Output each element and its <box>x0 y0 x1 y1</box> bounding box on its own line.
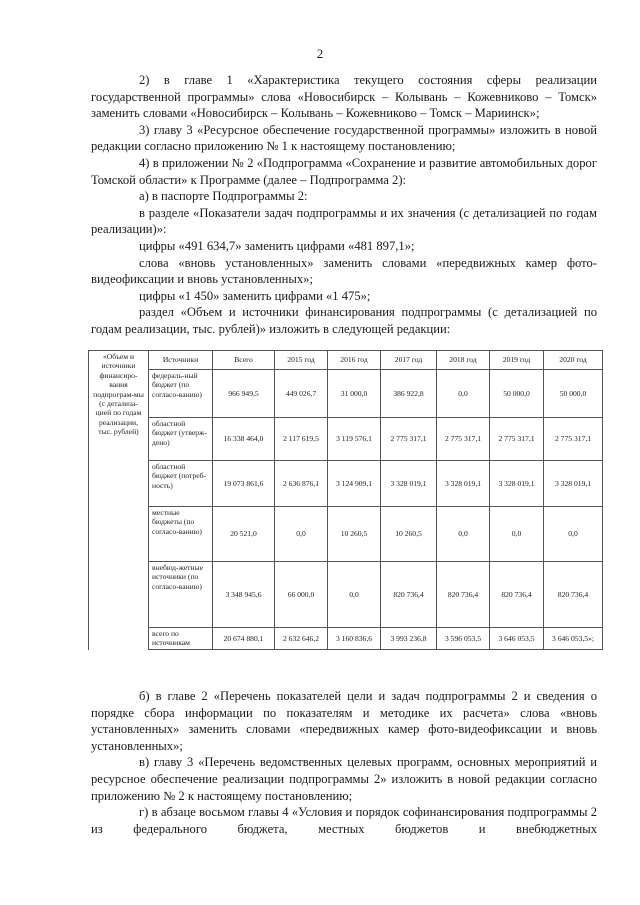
table-row <box>89 562 603 628</box>
source-cell: внебюд-жетные источники (по согласо-ванию) <box>149 562 213 628</box>
value-cell: 2 775 317,1 <box>437 418 490 461</box>
column-header: 2016 год <box>328 351 381 370</box>
value-cell: 2 117 619,5 <box>275 418 328 461</box>
value-cell: 0,0 <box>328 562 381 628</box>
column-header: 2018 год <box>437 351 490 370</box>
paragraph: слова «вновь установленных» заменить словами «передвижных камер фото-видеофиксации и вновь установленных»; <box>91 255 597 287</box>
paragraph: а) в паспорте Подпрограммы 2: <box>139 189 308 204</box>
source-cell: всего по источникам <box>149 628 213 650</box>
column-header: 2015 год <box>275 351 328 370</box>
value-cell: 820 736,4 <box>437 562 490 628</box>
page-number: 2 <box>316 46 324 61</box>
value-cell: 3 328 019,1 <box>437 461 490 507</box>
value-cell: 2 775 317,1 <box>544 418 603 461</box>
paragraph: 2) в главе 1 «Характеристика текущего состояния сферы реализации государственной программы» слова «Новосибирск – Колывань – Кожевниково – Томск» заменить словами «Новосибирск – Колывань – Кожевниково – Томск – Мариинск»; <box>91 73 597 121</box>
table-row <box>89 507 603 562</box>
paragraph: г) в абзаце восьмом главы 4 «Условия и порядок софинансирования подпрограммы 2 из федерального бюджета, местных бюджетов и внебюджетных <box>91 805 597 836</box>
value-cell: 0,0 <box>437 370 490 418</box>
column-header: 2020 год <box>544 351 603 370</box>
value-cell: 0,0 <box>490 507 544 562</box>
table-row <box>89 461 603 507</box>
paragraph: цифры «1 450» заменить цифрами «1 475»; <box>139 288 371 303</box>
value-cell: 3 124 909,1 <box>328 461 381 507</box>
value-cell: 3 160 836,6 <box>328 628 381 650</box>
table-row <box>89 370 603 418</box>
column-header: 2017 год <box>381 351 437 370</box>
value-cell: 386 922,8 <box>381 370 437 418</box>
source-cell: областной бюджет (потреб-ность) <box>149 461 213 507</box>
value-cell: 2 775 317,1 <box>381 418 437 461</box>
value-cell: 66 000,0 <box>275 562 328 628</box>
row-label-cell: «Объем и источники финансиро-вания подпрограм-мы (с детализа-цией по годам реализации, тыс. рублей) <box>89 351 149 650</box>
value-cell: 3 646 053,5»; <box>544 628 603 650</box>
column-header: 2019 год <box>490 351 544 370</box>
value-cell: 19 073 861,6 <box>213 461 275 507</box>
value-cell: 2 632 646,2 <box>275 628 328 650</box>
value-cell: 0,0 <box>275 507 328 562</box>
source-cell: федераль-ный бюджет (по согласо-ванию) <box>149 370 213 418</box>
value-cell: 449 026,7 <box>275 370 328 418</box>
paragraph: цифры «491 634,7» заменить цифрами «481 897,1»; <box>139 238 415 253</box>
value-cell: 3 348 945,6 <box>213 562 275 628</box>
paragraph: б) в главе 2 «Перечень показателей цели и задач подпрограммы 2 и сведения о порядке сбора информации по показателям и методике их расчета» слова «вновь установленных» заменить словами «передвижных камер фото-видеофиксации и вновь установленных»; <box>91 689 597 753</box>
column-header: Всего <box>213 351 275 370</box>
value-cell: 3 646 053,5 <box>490 628 544 650</box>
body-text-bottom <box>91 688 597 837</box>
value-cell: 820 736,4 <box>381 562 437 628</box>
financing-table-body <box>89 351 603 650</box>
value-cell: 3 328 019,1 <box>381 461 437 507</box>
column-header: Источники <box>149 351 213 370</box>
source-cell: областной бюджет (утверж-дено) <box>149 418 213 461</box>
body-text-top <box>91 72 597 338</box>
value-cell: 3 328 019,1 <box>544 461 603 507</box>
value-cell: 3 993 236,8 <box>381 628 437 650</box>
value-cell: 2 636 876,1 <box>275 461 328 507</box>
value-cell: 10 260,5 <box>328 507 381 562</box>
paragraph: в разделе «Показатели задач подпрограммы и их значения (с детализацией по годам реализации)»: <box>91 205 597 237</box>
value-cell: 3 119 576,1 <box>328 418 381 461</box>
paragraph: раздел «Объем и источники финансирования подпрограммы (с детализацией по годам реализации, тыс. рублей)» изложить в следующей редакции: <box>91 305 597 336</box>
value-cell: 16 338 464,0 <box>213 418 275 461</box>
source-cell: местные бюджеты (по согласо-ванию) <box>149 507 213 562</box>
value-cell: 820 736,4 <box>490 562 544 628</box>
value-cell: 2 775 317,1 <box>490 418 544 461</box>
paragraph: в) главу 3 «Перечень ведомственных целевых программ, основных мероприятий и ресурсное обеспечение реализации подпрограммы 2» изложить в новой редакции согласно приложению № 2 к настоящему постановлению; <box>91 755 597 803</box>
table-header-row <box>89 351 603 370</box>
value-cell: 20 521,0 <box>213 507 275 562</box>
value-cell: 0,0 <box>544 507 603 562</box>
financing-table <box>88 350 603 650</box>
value-cell: 50 000,0 <box>544 370 603 418</box>
table-row <box>89 628 603 650</box>
value-cell: 20 674 880,1 <box>213 628 275 650</box>
value-cell: 3 328 019,1 <box>490 461 544 507</box>
paragraph: 4) в приложении № 2 «Подпрограмма «Сохранение и развитие автомобильных дорог Томской области» к Программе (далее – Подпрограмма 2): <box>91 155 597 187</box>
paragraph: 3) главу 3 «Ресурсное обеспечение государственной программы» изложить в новой редакции согласно приложению № 1 к настоящему постановлению; <box>91 122 597 154</box>
value-cell: 0,0 <box>437 507 490 562</box>
value-cell: 10 260,5 <box>381 507 437 562</box>
value-cell: 50 000,0 <box>490 370 544 418</box>
value-cell: 820 736,4 <box>544 562 603 628</box>
value-cell: 3 596 053,5 <box>437 628 490 650</box>
value-cell: 966 949,5 <box>213 370 275 418</box>
value-cell: 31 000,0 <box>328 370 381 418</box>
table-row <box>89 418 603 461</box>
